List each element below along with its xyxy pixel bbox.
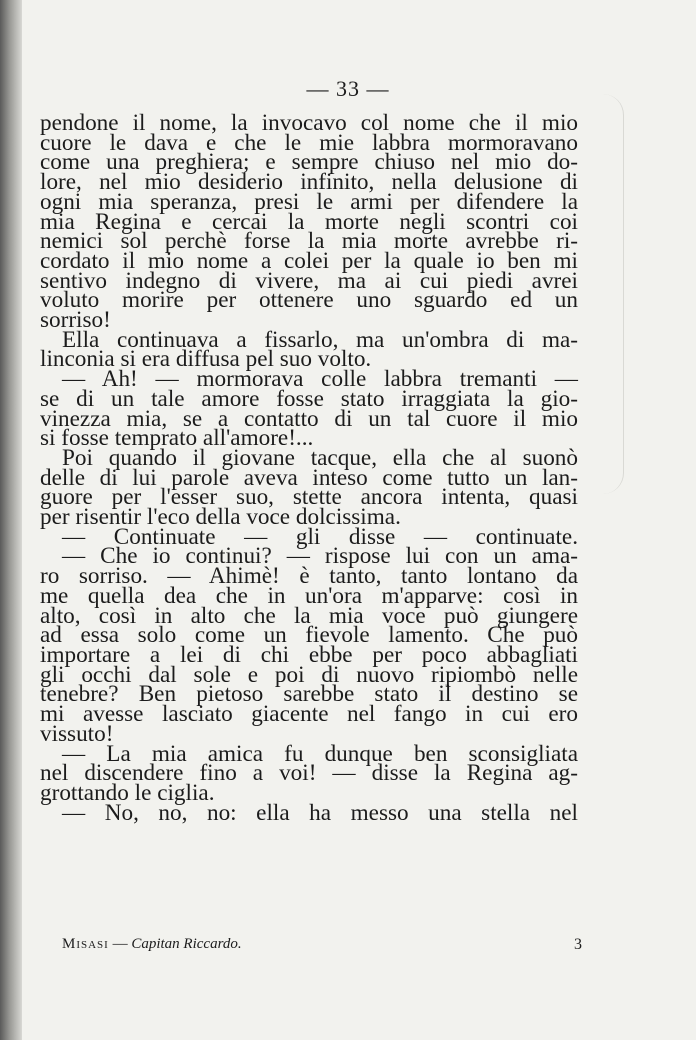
text-line: linconia si era diffusa pel suo volto.	[40, 346, 372, 373]
text-line: — La mia amica fu dunque ben sconsigliata	[62, 740, 578, 767]
footer-separator: —	[112, 936, 128, 952]
text-line: sorriso!	[40, 307, 111, 334]
text-line: lore, nel mio desiderio infinito, nella delusione di	[40, 169, 578, 196]
text-line: sentivo indegno di vivere, ma ai cui piedi avrei	[40, 267, 578, 294]
margin-bleed-mark	[603, 94, 624, 494]
text-line: Poi quando il giovane tacque, ella che al suonò	[62, 444, 578, 471]
text-line: grottando le ciglia.	[40, 779, 215, 806]
text-line: nel discendere fino a voi! — disse la Regina ag-	[40, 760, 578, 787]
text-line: ogni mia speranza, presi le armi per difendere la	[40, 188, 578, 215]
text-line: pendone il nome, la invocavo col nome che il mio	[40, 110, 578, 136]
text-line: come una preghiera; e sempre chiuso nel mio do-	[40, 149, 578, 176]
text-line: — Continuate — gli disse — continuate.	[62, 523, 578, 550]
text-line: vinezza mia, se a contatto di un tal cuore il mio	[40, 405, 578, 432]
page-footer	[62, 936, 582, 953]
text-line: per risentir l'eco della voce dolcissima.	[40, 504, 401, 531]
text-line: voluto morire per ottenere uno sguardo ed un	[40, 287, 578, 314]
text-line: — Ah! — mormorava colle labbra tremanti —	[62, 366, 578, 393]
page-number: — 33 —	[306, 76, 390, 101]
text-line: guore per l'esser suo, stette ancora intenta, quasi	[40, 484, 578, 511]
footer-title: Capitan Riccardo.	[131, 936, 242, 952]
book-spine-shadow	[0, 0, 22, 1040]
text-line: alto, così in alto che la mia voce può giungere	[40, 602, 578, 629]
text-line: delle di lui parole aveva inteso come tutto un lan-	[40, 464, 578, 491]
text-line: ro sorriso. — Ahimè! è tanto, tanto lontano da	[40, 563, 578, 590]
text-line: gli occhi dal sole e poi di nuovo ripiombò nelle	[40, 661, 578, 688]
footer-signature-mark: 3	[574, 936, 582, 953]
text-line: mi avesse lasciato giacente nel fango in cui ero	[40, 701, 578, 728]
text-line: tenebre? Ben pietoso sarebbe stato il destino se	[40, 681, 578, 708]
text-line: cuore le dava e che le mie labbra mormoravano	[40, 129, 578, 156]
text-line: Ella continuava a fissarlo, ma un'ombra di ma-	[62, 326, 578, 353]
text-line: me quella dea che in un'ora m'apparve: così in	[40, 582, 578, 609]
text-line: ad essa solo come un fievole lamento. Che può	[40, 622, 578, 649]
text-line: mia Regina e cercai la morte negli scontri coi	[40, 208, 578, 235]
text-line: vissuto!	[40, 720, 114, 747]
text-line: — Che io continui? — rispose lui con un ama-	[62, 543, 578, 570]
body-text	[40, 110, 578, 826]
text-line: importare a lei di chi ebbe per poco abbagliati	[40, 641, 578, 668]
text-line: nemici sol perchè forse la mia morte avrebbe ri-	[40, 228, 578, 255]
text-line: se di un tale amore fosse stato irraggiata la gio-	[40, 385, 578, 412]
text-line: si fosse temprato all'amore!...	[40, 425, 314, 452]
text-line: — No, no, no: ella ha messo una stella nel	[62, 799, 578, 826]
text-line: cordato il mio nome a colei per la quale io ben mi	[40, 247, 578, 274]
footer-author: Misasi	[62, 936, 109, 952]
